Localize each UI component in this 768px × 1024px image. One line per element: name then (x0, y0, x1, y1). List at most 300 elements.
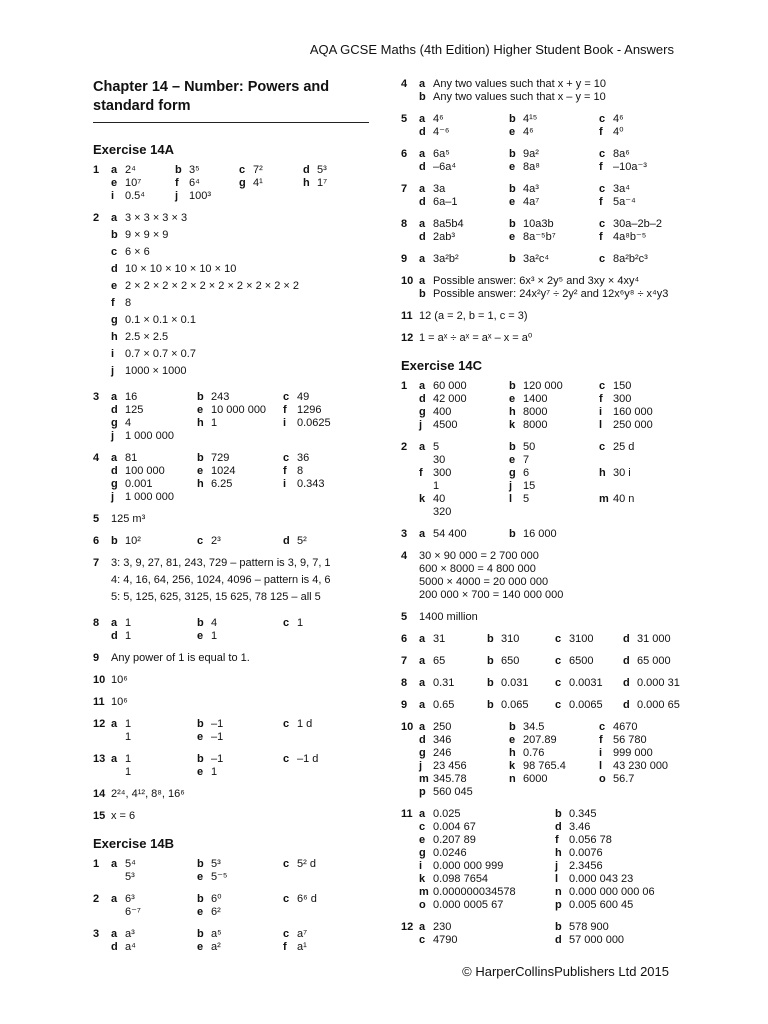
answer-row (111, 177, 369, 190)
answer-item (623, 655, 691, 668)
answer-item (419, 847, 555, 860)
answer-row (419, 310, 691, 323)
part-label: c (599, 721, 606, 733)
part-label: e (197, 906, 204, 918)
part-label: c (599, 183, 606, 195)
part-label: j (555, 860, 559, 872)
answer-item (419, 699, 487, 712)
question-number: 8 (401, 218, 408, 230)
answer-item (111, 417, 197, 430)
answer-value: 0.000000034578 (433, 886, 516, 898)
answer-row (111, 810, 369, 823)
answer-value: 10⁶ (111, 696, 128, 708)
part-label: o (419, 899, 426, 911)
answer-value: 2.5 × 2.5 (125, 331, 169, 343)
answer-value: 2⁴ (125, 164, 136, 176)
part-label: a (419, 921, 426, 933)
part-label: g (111, 314, 118, 326)
answer-value: 4a⁷ (523, 196, 540, 208)
answer-item (555, 808, 691, 821)
answer-row (419, 550, 691, 563)
part-label: f (599, 231, 603, 243)
answer-value: 1 d (297, 718, 313, 730)
answer-item (283, 928, 369, 941)
answer-value: 4670 (613, 721, 638, 733)
answer-value: 4⁶ (613, 113, 624, 125)
answer-row (419, 380, 691, 393)
part-label: a (419, 78, 426, 90)
answer-item (419, 786, 509, 799)
answer-row (419, 734, 691, 747)
answer-row (111, 280, 369, 293)
answer-value: 0.004 67 (433, 821, 476, 833)
part-label: b (197, 718, 204, 730)
answer-block (111, 718, 369, 744)
answer-value: 0.345 (569, 808, 597, 820)
copyright-footer: © HarperCollinsPublishers Ltd 2015 (462, 964, 669, 979)
answer-item (419, 161, 509, 174)
answer-value: 5³ (125, 871, 135, 883)
part-label: b (509, 148, 516, 160)
part-label: c (555, 633, 562, 645)
answer-value: 250 000 (613, 419, 653, 431)
answer-row (111, 753, 369, 766)
part-label: a (419, 253, 426, 265)
answer-block (419, 310, 691, 323)
answer-item (283, 858, 369, 871)
answer-value: 56.7 (613, 773, 635, 785)
question-number: 11 (93, 696, 105, 708)
part-label: e (197, 766, 204, 778)
answer-item (419, 310, 691, 323)
part-label: b (197, 452, 204, 464)
answer-item (419, 441, 509, 454)
answer-item (599, 380, 689, 393)
answer-item (509, 393, 599, 406)
question-2 (93, 893, 369, 919)
part-label: d (111, 630, 118, 642)
part-label: h (599, 467, 606, 479)
part-label: f (283, 941, 287, 953)
answer-item (419, 196, 509, 209)
answer-value: 8a²b²c³ (613, 253, 648, 265)
answer-row (419, 393, 691, 406)
answer-value: 2 × 2 × 2 × 2 × 2 × 2 × 2 × 2 × 2 × 2 (125, 280, 300, 292)
question-number: 9 (401, 699, 408, 711)
answer-value (613, 454, 689, 467)
answer-item (419, 288, 691, 301)
answer-value: 0.056 78 (569, 834, 612, 846)
question-number: 1 (93, 164, 100, 176)
answer-item (111, 630, 197, 643)
answer-item (419, 78, 691, 91)
answer-item (419, 380, 509, 393)
answer-item (419, 934, 555, 947)
part-label: f (419, 467, 423, 479)
answer-item (197, 478, 283, 491)
question-12 (93, 718, 369, 744)
answer-item (283, 535, 369, 548)
question-number: 2 (93, 893, 100, 905)
answer-item (509, 196, 599, 209)
answer-item (555, 847, 691, 860)
answer-value: 243 (211, 391, 230, 403)
part-label: a (419, 148, 426, 160)
answer-item (419, 808, 555, 821)
part-label (111, 871, 125, 884)
question-2 (93, 212, 369, 382)
answer-block (111, 696, 369, 709)
answer-value: 56 780 (613, 734, 647, 746)
answer-block (111, 617, 369, 643)
part-label: c (283, 858, 290, 870)
answer-value: 1 (125, 617, 132, 629)
answer-value: 4a⁸b⁻⁵ (613, 231, 647, 243)
answer-row (419, 677, 691, 690)
answer-item (197, 630, 283, 643)
answer-row (419, 161, 691, 174)
answer-item (283, 391, 369, 404)
answer-value: 5 (523, 493, 530, 505)
answer-item (555, 834, 691, 847)
answer-item (599, 113, 689, 126)
answer-item (555, 655, 623, 668)
answer-value: –6a⁴ (433, 161, 457, 173)
answer-value: 4¹⁵ (523, 113, 538, 125)
question-number: 4 (401, 550, 408, 562)
answer-value: 0.0246 (433, 847, 467, 859)
answer-value: 3a²b² (433, 253, 459, 265)
part-label: d (111, 941, 118, 953)
part-label: i (599, 406, 603, 418)
part-label: d (623, 633, 630, 645)
part-label: d (111, 465, 118, 477)
question-11 (401, 808, 691, 912)
answer-row (111, 391, 369, 404)
question-8 (401, 218, 691, 244)
answer-value: 5³ (211, 858, 221, 870)
question-1 (93, 164, 369, 203)
part-label: b (509, 113, 516, 125)
question-9 (401, 253, 691, 266)
answer-row (419, 253, 691, 266)
answer-item (111, 731, 197, 744)
answer-row (419, 821, 691, 834)
answer-value: Possible answer: 6x³ × 2y⁵ and 3xy × 4xy⁴ (433, 275, 640, 287)
answer-row (111, 331, 369, 344)
answer-value: –1 d (297, 753, 319, 765)
answer-value: a⁵ (211, 928, 222, 940)
answer-row (419, 655, 691, 668)
question-number: 11 (401, 310, 413, 322)
answer-value: 57 000 000 (569, 934, 625, 946)
answer-value: 1 (211, 766, 218, 778)
answer-value: 5 (433, 441, 440, 453)
part-label: a (111, 858, 118, 870)
answer-value: a³ (125, 928, 135, 940)
answer-value: 98 765.4 (523, 760, 566, 772)
answer-item (111, 513, 369, 526)
answer-value: 207.89 (523, 734, 557, 746)
part-label: b (487, 699, 494, 711)
part-label: f (599, 734, 603, 746)
answer-item (197, 941, 283, 954)
part-label: a (419, 380, 426, 392)
part-label: o (599, 773, 606, 785)
answer-value: 1400 million (419, 611, 478, 623)
question-number: 12 (401, 921, 414, 933)
question-number: 10 (401, 721, 414, 733)
answer-item (111, 652, 369, 665)
answer-item (623, 699, 691, 712)
answer-item (419, 677, 487, 690)
answer-value: 0.031 (501, 677, 529, 689)
answer-item (197, 718, 283, 731)
part-label: c (283, 928, 290, 940)
answer-item (599, 747, 689, 760)
answer-row (111, 557, 369, 570)
question-number: 6 (93, 535, 100, 547)
answer-item (419, 633, 487, 646)
answer-item (623, 677, 691, 690)
part-label: a (111, 164, 118, 176)
question-number: 1 (401, 380, 408, 392)
answer-value: 10a3b (523, 218, 554, 230)
part-label: c (197, 535, 204, 547)
answer-row (111, 348, 369, 361)
part-label: l (599, 419, 603, 431)
answer-value: 4500 (433, 419, 458, 431)
question-number: 3 (93, 391, 100, 403)
question-number: 12 (401, 332, 414, 344)
answer-item (509, 773, 599, 786)
part-label: h (509, 747, 516, 759)
question-10 (401, 275, 691, 301)
answer-item (599, 196, 689, 209)
answer-value: 6a–1 (433, 196, 458, 208)
answer-item (111, 391, 197, 404)
answer-row (111, 906, 369, 919)
part-label: d (419, 126, 426, 138)
part-label: m (599, 493, 609, 505)
answer-value: 1400 (523, 393, 548, 405)
answer-row (111, 893, 369, 906)
answer-block (111, 858, 369, 884)
answer-item (509, 528, 599, 541)
part-label: f (111, 297, 115, 309)
part-label: a (419, 275, 426, 287)
answer-value: 31 000 (637, 633, 671, 645)
part-label: j (175, 190, 179, 202)
answer-item (419, 834, 555, 847)
answer-block (419, 550, 691, 602)
question-number: 3 (401, 528, 408, 540)
part-label: d (623, 677, 630, 689)
answer-block (111, 810, 369, 823)
answer-value: 6500 (569, 655, 594, 667)
answer-row (419, 834, 691, 847)
part-label: d (419, 161, 426, 173)
answer-item (419, 493, 509, 506)
answer-value: 1024 (211, 465, 236, 477)
answer-value: 4 (211, 617, 218, 629)
answer-row (111, 674, 369, 687)
answer-value: 0.098 7654 (433, 873, 489, 885)
answer-item (111, 871, 197, 884)
answer-value: 0.1 × 0.1 × 0.1 (125, 314, 196, 326)
part-label: a (111, 928, 118, 940)
part-label: a (419, 633, 426, 645)
answer-value: 30 i (613, 467, 631, 479)
part-label: f (283, 465, 287, 477)
answer-item (111, 263, 369, 276)
part-label: b (509, 253, 516, 265)
answer-block (111, 452, 369, 504)
answer-block (419, 699, 691, 712)
answer-item (599, 393, 689, 406)
answer-value: 9 × 9 × 9 (125, 229, 169, 241)
answer-value: a⁷ (297, 928, 308, 940)
part-label: h (303, 177, 310, 189)
part-label: e (509, 393, 516, 405)
answer-value: 1 (125, 718, 132, 730)
answer-block (419, 677, 691, 690)
answer-item (509, 493, 599, 506)
answer-item (509, 161, 599, 174)
part-label: f (175, 177, 179, 189)
answer-value: 6² (211, 906, 221, 918)
answer-item (599, 467, 689, 480)
part-label: k (509, 760, 516, 772)
answer-item (599, 441, 689, 454)
question-number: 6 (401, 633, 408, 645)
question-number: 7 (401, 183, 408, 195)
answer-item (555, 886, 691, 899)
answer-value: 3 × 3 × 3 × 3 (125, 212, 188, 224)
answer-value: 310 (501, 633, 520, 645)
answer-row (111, 465, 369, 478)
answer-value: 3100 (569, 633, 594, 645)
answer-value: 0.5⁴ (125, 190, 146, 202)
question-12 (401, 332, 691, 345)
part-label: e (509, 734, 516, 746)
answer-item (111, 696, 369, 709)
answer-item (599, 183, 689, 196)
answer-value: 4⁰ (613, 126, 624, 138)
answer-value: 0.0031 (569, 677, 603, 689)
answer-row (111, 871, 369, 884)
answer-value: 0.7 × 0.7 × 0.7 (125, 348, 196, 360)
answer-value: 43 230 000 (613, 760, 669, 772)
answer-row (111, 417, 369, 430)
answer-value: 5⁻⁵ (211, 871, 228, 883)
answer-value: 0.001 (125, 478, 153, 490)
answer-row (111, 491, 369, 504)
part-label: h (111, 331, 118, 343)
answer-item (509, 734, 599, 747)
answer-value: 4⁶ (523, 126, 534, 138)
answer-value: 0.65 (433, 699, 455, 711)
answer-row (419, 899, 691, 912)
answer-value: 40 n (613, 493, 635, 505)
question-11 (93, 696, 369, 709)
answer-item (509, 380, 599, 393)
exercise-14a-heading: Exercise 14A (93, 142, 174, 157)
question-number: 8 (93, 617, 100, 629)
answer-item (509, 406, 599, 419)
answer-item (419, 454, 509, 467)
answer-value: 0.000 043 23 (569, 873, 634, 885)
answer-row (111, 696, 369, 709)
answer-row (111, 404, 369, 417)
answer-item (111, 906, 197, 919)
part-label: a (111, 391, 118, 403)
answer-value: 100 000 (125, 465, 165, 477)
answer-item (197, 417, 283, 430)
answer-item (111, 591, 369, 604)
part-label: g (111, 478, 118, 490)
answer-item (197, 535, 283, 548)
answer-value: 0.0625 (297, 417, 331, 429)
answer-value: 30 × 90 000 = 2 700 000 (419, 550, 539, 562)
question-7 (401, 655, 691, 668)
answer-row (419, 921, 691, 934)
answer-item (555, 860, 691, 873)
answer-item (111, 212, 369, 225)
answer-item (599, 406, 689, 419)
answer-row (111, 430, 369, 443)
answer-item (111, 753, 197, 766)
answer-row (419, 275, 691, 288)
question-number: 9 (401, 253, 408, 265)
part-label: d (419, 231, 426, 243)
answer-row (111, 190, 369, 203)
answer-item (599, 148, 689, 161)
answer-value: 25 d (613, 441, 635, 453)
question-number: 10 (93, 674, 106, 686)
question-7 (401, 183, 691, 209)
answer-item (509, 721, 599, 734)
answer-item (303, 177, 367, 190)
answer-value: 160 000 (613, 406, 653, 418)
answer-value: 125 m³ (111, 513, 146, 525)
answer-item (509, 253, 599, 266)
answer-item (419, 550, 691, 563)
answer-value: 30a–2b–2 (613, 218, 662, 230)
answer-row (111, 731, 369, 744)
question-number: 11 (401, 808, 413, 820)
answer-value: 6⁻⁷ (125, 906, 141, 918)
part-label: a (111, 452, 118, 464)
part-label: b (197, 893, 204, 905)
answer-value: 0.207 89 (433, 834, 476, 846)
part-label: b (197, 753, 204, 765)
answer-row (111, 263, 369, 276)
answer-value: a¹ (297, 941, 307, 953)
answer-item (197, 766, 283, 779)
answer-value: 0.000 0005 67 (433, 899, 504, 911)
answer-row (419, 454, 691, 467)
part-label: g (419, 847, 426, 859)
question-number: 2 (401, 441, 408, 453)
answer-value: 320 (433, 506, 452, 518)
part-label: b (111, 535, 118, 547)
question-6 (401, 148, 691, 174)
answer-value: 6.25 (211, 478, 233, 490)
part-label: b (509, 218, 516, 230)
answer-item (283, 718, 369, 731)
part-label: d (419, 734, 426, 746)
